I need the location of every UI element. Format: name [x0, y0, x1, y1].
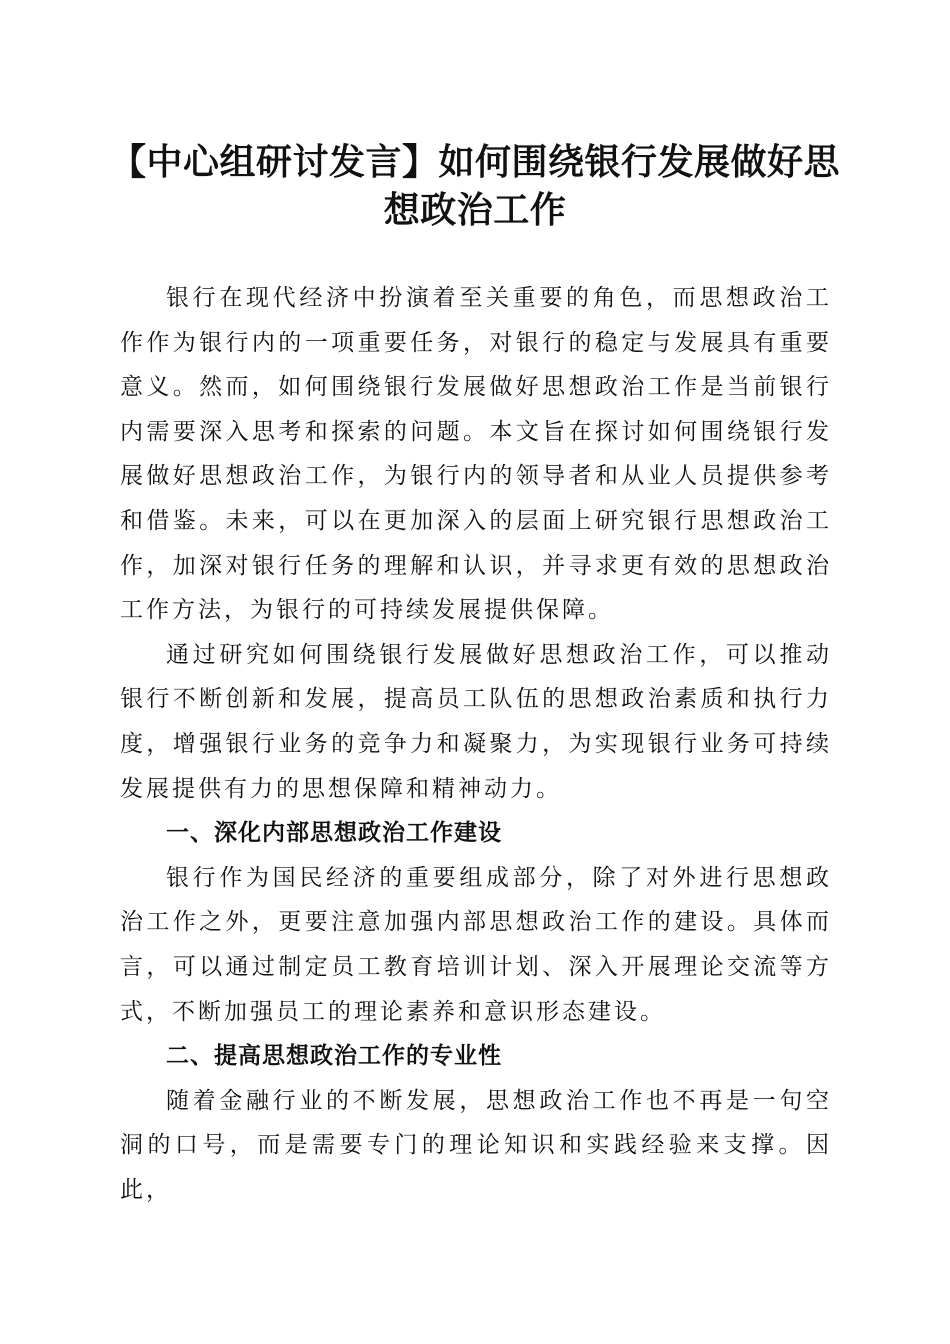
document-title: 【中心组研讨发言】如何围绕银行发展做好思想政治工作 — [109, 141, 840, 231]
paragraph: 银行作为国民经济的重要组成部分，除了对外进行思想政治工作之外，更要注意加强内部思想政治工作的建设。具体而言，可以通过制定员工教育培训计划、深入开展理论交流等方式，不断加强员工的理论素养和意识形态建设。 — [120, 864, 832, 1025]
section-heading: 一、深化内部思想政治工作建设 — [166, 820, 502, 847]
section-heading: 二、提高思想政治工作的专业性 — [166, 1043, 502, 1070]
paragraph: 银行在现代经济中扮演着至关重要的角色，而思想政治工作作为银行内的一项重要任务，对银行的稳定与发展具有重要意义。然而，如何围绕银行发展做好思想政治工作是当前银行内需要深入思考和探索的问题。本文旨在探讨如何围绕银行发展做好思想政治工作，为银行内的领导者和从业人员提供参考和借鉴。未来，可以在更加深入的层面上研究银行思想政治工作，加深对银行任务的理解和认识，并寻求更有效的思想政治工作方法，为银行的可持续发展提供保障。 — [120, 285, 832, 624]
paragraph: 通过研究如何围绕银行发展做好思想政治工作，可以推动银行不断创新和发展，提高员工队伍的思想政治素质和执行力度，增强银行业务的竞争力和凝聚力，为实现银行业务可持续发展提供有力的思想保障和精神动力。 — [120, 641, 832, 802]
paragraph: 随着金融行业的不断发展，思想政治工作也不再是一句空洞的口号，而是需要专门的理论知识和实践经验来支撑。因此， — [120, 1087, 832, 1203]
document-body — [120, 276, 832, 1212]
